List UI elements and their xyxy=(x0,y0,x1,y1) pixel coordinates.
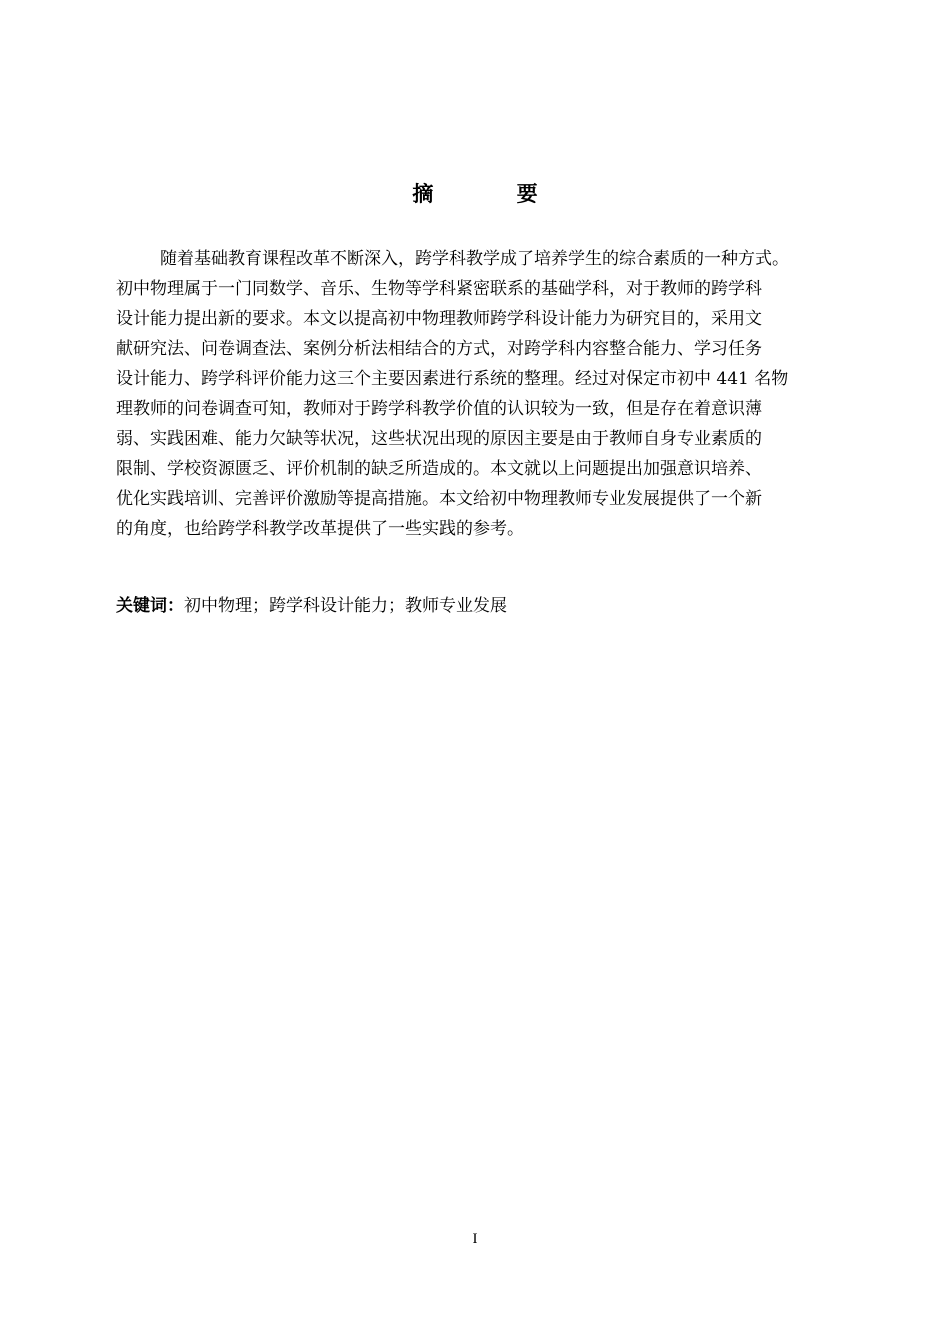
page-number: I xyxy=(472,1231,478,1247)
abstract-line-8: 限制、学校资源匮乏、评价机制的缺乏所造成的。本文就以上问题提出加强意识培养、 xyxy=(116,459,762,479)
abstract-line-5: 设计能力、跨学科评价能力这三个主要因素进行系统的整理。经过对保定市初中 441 名物 xyxy=(116,369,789,389)
abstract-line-7: 弱、实践困难、能力欠缺等状况，这些状况出现的原因主要是由于教师自身专业素质的 xyxy=(116,429,762,449)
abstract-line-9: 优化实践培训、完善评价激励等提高措施。本文给初中物理教师专业发展提供了一个新 xyxy=(116,489,762,509)
keywords xyxy=(116,592,876,620)
abstract-body xyxy=(116,244,876,544)
abstract-line-6: 理教师的问卷调查可知，教师对于跨学科教学价值的认识较为一致，但是存在着意识薄 xyxy=(116,399,762,419)
abstract-line-10: 的角度，也给跨学科教学改革提供了一些实践的参考。 xyxy=(116,519,524,539)
abstract-line-4: 献研究法、问卷调查法、案例分析法相结合的方式，对跨学科内容整合能力、学习任务 xyxy=(116,339,762,359)
abstract-line-3: 设计能力提出新的要求。本文以提高初中物理教师跨学科设计能力为研究目的，采用文 xyxy=(116,309,762,329)
page-title: 摘 要 xyxy=(412,182,576,206)
abstract-line-1: 随着基础教育课程改革不断深入，跨学科教学成了培养学生的综合素质的一种方式。 xyxy=(160,249,789,269)
keywords-label: 关键词： xyxy=(116,596,184,616)
abstract-line-2: 初中物理属于一门同数学、音乐、生物等学科紧密联系的基础学科，对于教师的跨学科 xyxy=(116,279,762,299)
keywords-text: 初中物理；跨学科设计能力；教师专业发展 xyxy=(184,596,507,616)
